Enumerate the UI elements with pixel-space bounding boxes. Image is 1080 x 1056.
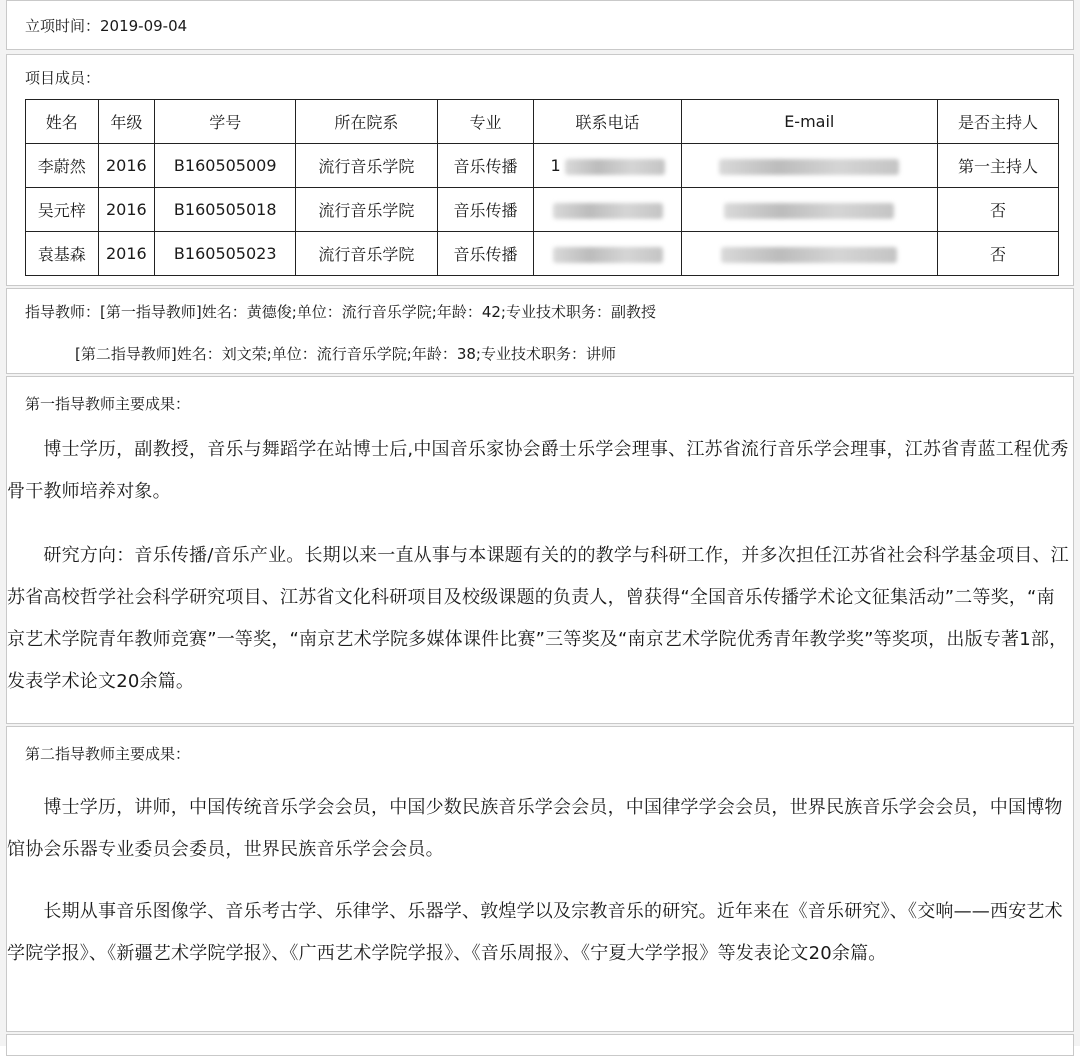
second-advisor-info: [第二指导教师]姓名：刘文荣;单位：流行音乐学院;年龄：38;专业技术职务：讲师	[75, 345, 616, 363]
cell-name: 袁基森	[26, 232, 99, 276]
cell-department: 流行音乐学院	[296, 144, 437, 188]
cell-department: 流行音乐学院	[296, 232, 437, 276]
project-date: 立项时间：2019-09-04	[25, 17, 188, 35]
cell-host: 否	[937, 232, 1058, 276]
first-advisor-info: 指导教师：[第一指导教师]姓名：黄德俊;单位：流行音乐学院;年龄：42;专业技术职务：副教授	[25, 303, 656, 321]
cell-email	[681, 188, 937, 232]
cell-student-id: B160505018	[155, 188, 296, 232]
cell-host: 第一主持人	[937, 144, 1058, 188]
cell-grade: 2016	[98, 232, 154, 276]
cell-major: 音乐传播	[437, 188, 534, 232]
advisors-section	[6, 288, 1074, 374]
cell-phone	[534, 188, 681, 232]
header-grade: 年级	[98, 100, 154, 144]
table-row	[26, 144, 1059, 188]
header-name: 姓名	[26, 100, 99, 144]
first-advisor-paragraph-1: 博士学历，副教授，音乐与舞蹈学在站博士后,中国音乐家协会爵士乐学会理事、江苏省流行音乐学会理事，江苏省青蓝工程优秀骨干教师培养对象。	[7, 439, 1069, 502]
cell-phone	[534, 144, 681, 188]
cell-host: 否	[937, 188, 1058, 232]
next-section-edge	[6, 1034, 1074, 1056]
table-row	[26, 188, 1059, 232]
redacted-email	[724, 203, 894, 219]
header-email: E-mail	[681, 100, 937, 144]
cell-email	[681, 144, 937, 188]
cell-name: 李蔚然	[26, 144, 99, 188]
redacted-phone	[553, 247, 663, 263]
cell-department: 流行音乐学院	[296, 188, 437, 232]
first-advisor-achievements	[6, 376, 1074, 724]
cell-email	[681, 232, 937, 276]
second-advisor-paragraph-2: 长期从事音乐图像学、音乐考古学、乐律学、乐器学、敦煌学以及宗教音乐的研究。近年来在《音乐研究》、《交响——西安艺术学院学报》、《新疆艺术学院学报》、《广西艺术学院学报》、《音乐周报》、《宁夏大学学报》等发表论文20余篇。	[7, 901, 1063, 964]
table-header-row	[26, 100, 1059, 144]
header-major: 专业	[437, 100, 534, 144]
second-advisor-achievements	[6, 726, 1074, 1032]
members-section	[6, 54, 1074, 286]
redacted-email	[719, 159, 899, 175]
cell-phone	[534, 232, 681, 276]
members-label: 项目成员：	[25, 69, 101, 87]
phone-text: 1	[550, 156, 561, 175]
cell-major: 音乐传播	[437, 144, 534, 188]
members-table	[25, 99, 1059, 276]
header-host: 是否主持人	[937, 100, 1058, 144]
redacted-email	[721, 247, 897, 263]
cell-student-id: B160505009	[155, 144, 296, 188]
project-date-section	[6, 0, 1074, 50]
second-advisor-paragraph-1: 博士学历，讲师，中国传统音乐学会会员，中国少数民族音乐学会会员，中国律学学会会员，世界民族音乐学会会员，中国博物馆协会乐器专业委员会委员，世界民族音乐学会会员。	[7, 797, 1063, 860]
second-advisor-title: 第二指导教师主要成果：	[25, 745, 191, 763]
header-student-id: 学号	[155, 100, 296, 144]
first-advisor-paragraph-2: 研究方向：音乐传播/音乐产业。长期以来一直从事与本课题有关的的教学与科研工作，并多次担任江苏省社会科学基金项目、江苏省高校哲学社会科学研究项目、江苏省文化科研项目及校级课题的负责人，曾获得“全国音乐传播学术论文征集活动”二等奖，“南京艺术学院青年教师竞赛”一等奖，“南京艺术学院多媒体课件比赛”三等奖及“南京艺术学院优秀青年教学奖”等奖项，出版专著1部，发表学术论文20余篇。	[7, 545, 1069, 692]
cell-name: 吴元梓	[26, 188, 99, 232]
redacted-phone	[565, 159, 665, 175]
header-phone: 联系电话	[534, 100, 681, 144]
cell-grade: 2016	[98, 144, 154, 188]
cell-grade: 2016	[98, 188, 154, 232]
cell-major: 音乐传播	[437, 232, 534, 276]
table-row	[26, 232, 1059, 276]
header-department: 所在院系	[296, 100, 437, 144]
redacted-phone	[553, 203, 663, 219]
cell-student-id: B160505023	[155, 232, 296, 276]
first-advisor-title: 第一指导教师主要成果：	[25, 395, 191, 413]
